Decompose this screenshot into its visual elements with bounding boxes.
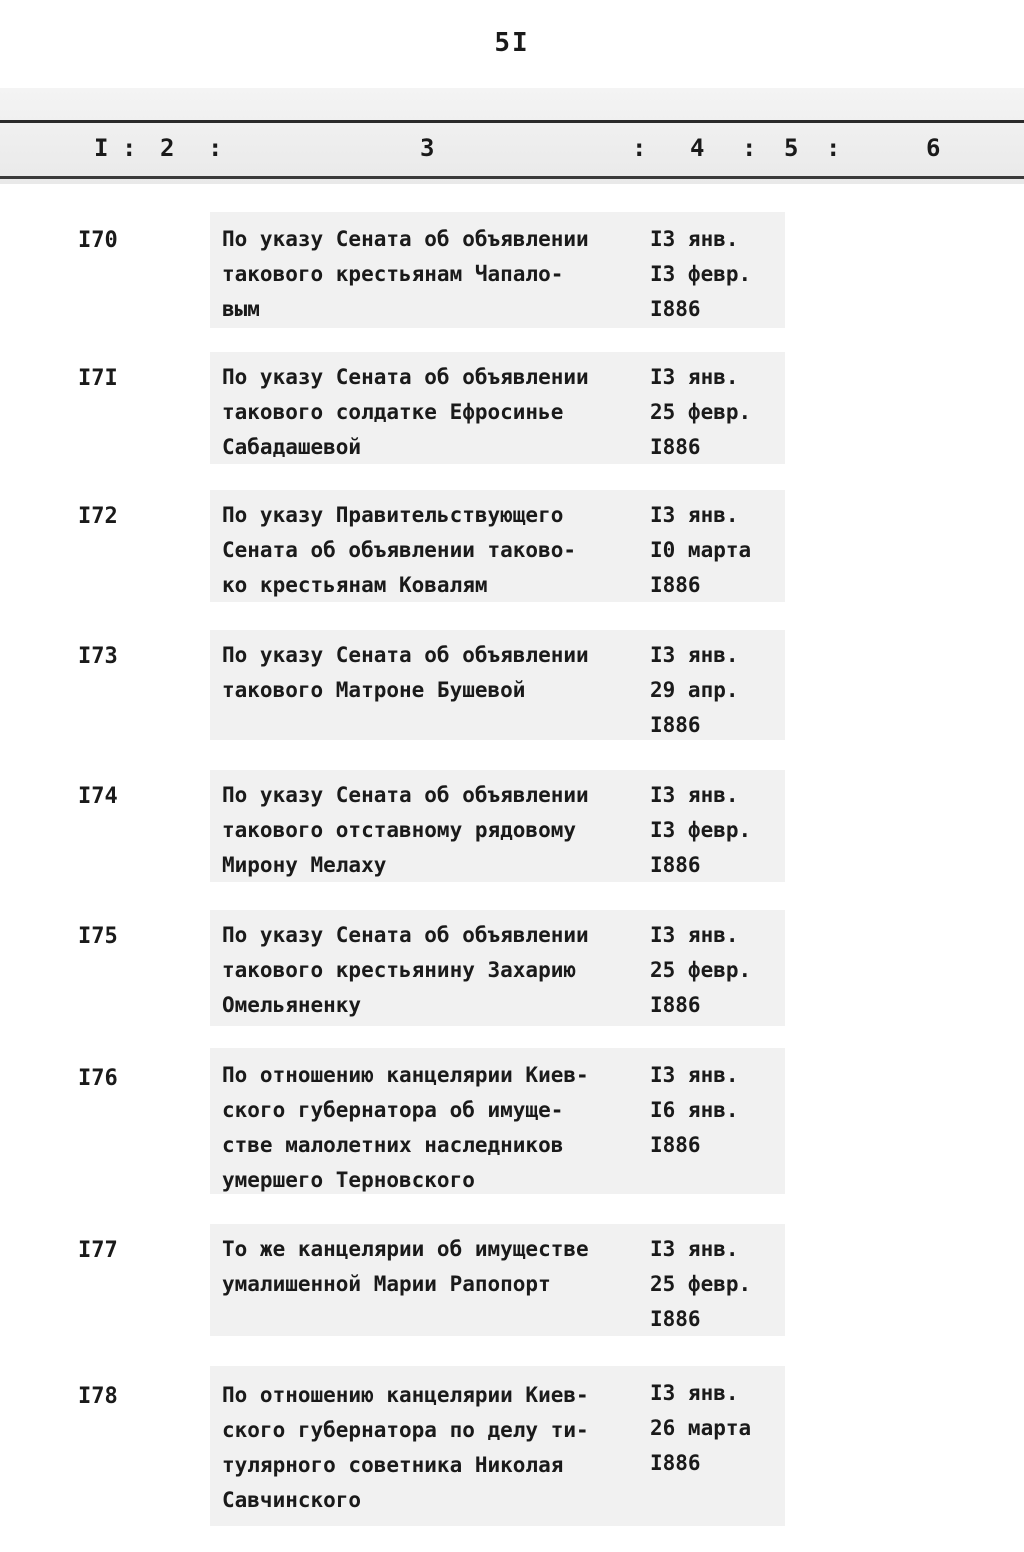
column-header-4: 4 <box>690 134 705 162</box>
entry-dates <box>650 918 780 1023</box>
column-header-2: 2 <box>160 134 175 162</box>
entry-number: I74 <box>78 784 118 809</box>
entry-date-received: I3 янв. <box>650 1381 739 1405</box>
entry-description <box>222 222 652 327</box>
entry-text-line: Савчинского <box>222 1488 362 1512</box>
entry-description <box>222 778 652 883</box>
entry-dates <box>650 1232 780 1337</box>
entry-date-resolved: I3 февр. <box>650 818 752 842</box>
entry-text-line: По указу Сената об объявлении <box>222 643 589 667</box>
entry-text-line: умершего Терновского <box>222 1168 475 1192</box>
entry-text-line: такового солдатке Ефросинье <box>222 400 564 424</box>
entry-date-resolved: I0 марта <box>650 538 752 562</box>
entry-description <box>222 360 652 465</box>
entry-text-line: такового крестьянину Захарию <box>222 958 577 982</box>
entry-number: I72 <box>78 504 118 529</box>
entry-dates <box>650 360 780 465</box>
page-number: 5I <box>494 28 530 58</box>
entry-description <box>222 918 652 1023</box>
entry-number: I70 <box>78 228 118 253</box>
entry-text-line: ского губернатора об имуще- <box>222 1098 564 1122</box>
entry-year: I886 <box>650 853 701 877</box>
header-rule-bottom <box>0 176 1024 179</box>
entry-year: I886 <box>650 713 701 737</box>
entry-date-resolved: 25 февр. <box>650 400 752 424</box>
entry-text-line: То же канцелярии об имуществе <box>222 1237 589 1261</box>
entry-date-resolved: I6 янв. <box>650 1098 739 1122</box>
entry-dates <box>650 1376 780 1481</box>
entry-text-line: По указу Сената об объявлении <box>222 365 589 389</box>
entry-date-received: I3 янв. <box>650 1237 739 1261</box>
entry-text-line: Сената об объявлении таково- <box>222 538 577 562</box>
entry-number: I73 <box>78 644 118 669</box>
entry-year: I886 <box>650 1307 701 1331</box>
column-header-5: 5 <box>784 134 799 162</box>
entry-number: I7I <box>78 366 118 391</box>
column-header-3: 3 <box>420 134 435 162</box>
entry-date-received: I3 янв. <box>650 365 739 389</box>
entry-year: I886 <box>650 573 701 597</box>
entry-text-line: Мирону Мелаху <box>222 853 387 877</box>
column-header-6: 6 <box>926 134 941 162</box>
entry-text-line: такового крестьянам Чапало- <box>222 262 564 286</box>
entry-text-line: По указу Сената об объявлении <box>222 227 589 251</box>
entry-dates <box>650 1058 780 1163</box>
entry-text-line: ко крестьянам Ковалям <box>222 573 488 597</box>
column-header-band <box>0 88 1024 184</box>
column-header-separator: : <box>826 134 841 162</box>
entry-dates <box>650 638 780 743</box>
entry-text-line: По отношению канцелярии Киев- <box>222 1383 589 1407</box>
entry-year: I886 <box>650 1451 701 1475</box>
entry-number: I75 <box>78 924 118 949</box>
entry-year: I886 <box>650 297 701 321</box>
entry-text-line: Омельяненку <box>222 993 362 1017</box>
entry-text-line: По указу Правительствующего <box>222 503 564 527</box>
entry-date-received: I3 янв. <box>650 1063 739 1087</box>
entry-date-resolved: 25 февр. <box>650 958 752 982</box>
entry-date-received: I3 янв. <box>650 923 739 947</box>
entry-description <box>222 638 652 708</box>
entry-text-line: По указу Сената об объявлении <box>222 923 589 947</box>
entry-description <box>222 1232 652 1302</box>
entry-text-line: ского губернатора по делу ти- <box>222 1418 589 1442</box>
entry-date-received: I3 янв. <box>650 783 739 807</box>
entry-date-resolved: 29 апр. <box>650 678 739 702</box>
entry-year: I886 <box>650 1133 701 1157</box>
entry-description <box>222 1378 652 1518</box>
entry-dates <box>650 498 780 603</box>
entry-year: I886 <box>650 435 701 459</box>
entry-text-line: Сабадашевой <box>222 435 362 459</box>
entry-year: I886 <box>650 993 701 1017</box>
entry-date-resolved: 26 марта <box>650 1416 752 1440</box>
entry-text-line: стве малолетних наследников <box>222 1133 564 1157</box>
column-header-1: I <box>94 134 109 162</box>
column-header-separator: : <box>208 134 223 162</box>
entry-text-line: тулярного советника Николая <box>222 1453 564 1477</box>
entry-text-line: умалишенной Марии Рапопорт <box>222 1272 551 1296</box>
header-rule-top <box>0 120 1024 123</box>
entry-number: I77 <box>78 1238 118 1263</box>
column-header-separator: : <box>632 134 647 162</box>
column-header-separator: : <box>742 134 757 162</box>
entry-number: I78 <box>78 1384 118 1409</box>
entry-text-line: По отношению канцелярии Киев- <box>222 1063 589 1087</box>
entry-dates <box>650 222 780 327</box>
entry-text-line: такового Матроне Бушевой <box>222 678 526 702</box>
entry-dates <box>650 778 780 883</box>
entry-date-received: I3 янв. <box>650 227 739 251</box>
entry-date-received: I3 янв. <box>650 643 739 667</box>
entry-date-received: I3 янв. <box>650 503 739 527</box>
entry-date-resolved: I3 февр. <box>650 262 752 286</box>
entry-description <box>222 1058 652 1198</box>
entry-date-resolved: 25 февр. <box>650 1272 752 1296</box>
entry-text-line: такового отставному рядовому <box>222 818 577 842</box>
entry-text-line: По указу Сената об объявлении <box>222 783 589 807</box>
entry-text-line: вым <box>222 297 260 321</box>
entry-number: I76 <box>78 1066 118 1091</box>
column-header-separator: : <box>122 134 137 162</box>
entry-description <box>222 498 652 603</box>
